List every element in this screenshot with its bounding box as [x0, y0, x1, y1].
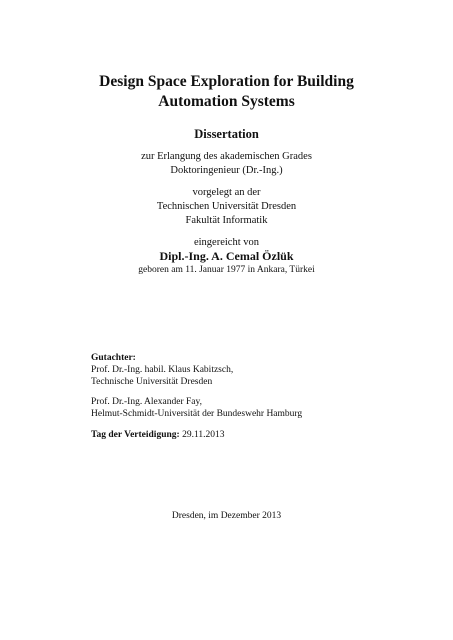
document-title-line-2: Automation Systems — [158, 93, 295, 110]
reviewer-first — [91, 364, 411, 388]
place-and-date: Dresden, im Dezember 2013 — [171, 511, 282, 521]
defense-date-label: Tag der Verteidigung: — [91, 430, 183, 440]
document-type: Dissertation — [194, 127, 259, 141]
defense-date-value: 29.11.2013 — [182, 430, 225, 440]
document-title-line-1: Design Space Exploration for Building — [99, 73, 354, 90]
submitted-to-university: Technischen Universität Dresden — [156, 201, 297, 212]
reviewer-first-affiliation: Technische Universität Dresden — [91, 377, 213, 387]
reviewer-second-name: Prof. Dr.-Ing. Alexander Fay, — [91, 397, 202, 407]
author-name: Dipl.-Ing. A. Cemal Özlük — [159, 249, 294, 263]
degree-purpose — [0, 150, 453, 178]
submitted-to-line-1: vorgelegt an der — [192, 187, 261, 198]
reviewer-first-name: Prof. Dr.-Ing. habil. Klaus Kabitzsch, — [91, 365, 234, 375]
reviewer-second-affiliation: Helmut-Schmidt-Universität der Bundeswehr Hamburg — [91, 409, 303, 419]
defense-date — [91, 429, 411, 441]
degree-purpose-line-1: zur Erlangung des akademischen Grades — [141, 151, 312, 162]
reviewer-second — [91, 396, 411, 420]
document-title — [0, 72, 453, 112]
reviewers-label: Gutachter: — [91, 353, 136, 363]
filed-by-label: eingereicht von — [193, 237, 259, 248]
author-birth-info: geboren am 11. Januar 1977 in Ankara, Türkei — [138, 265, 315, 275]
submitted-to — [0, 186, 453, 228]
submitted-to-faculty: Fakultät Informatik — [185, 215, 268, 226]
degree-purpose-line-2: Doktoringenieur (Dr.-Ing.) — [170, 165, 283, 176]
